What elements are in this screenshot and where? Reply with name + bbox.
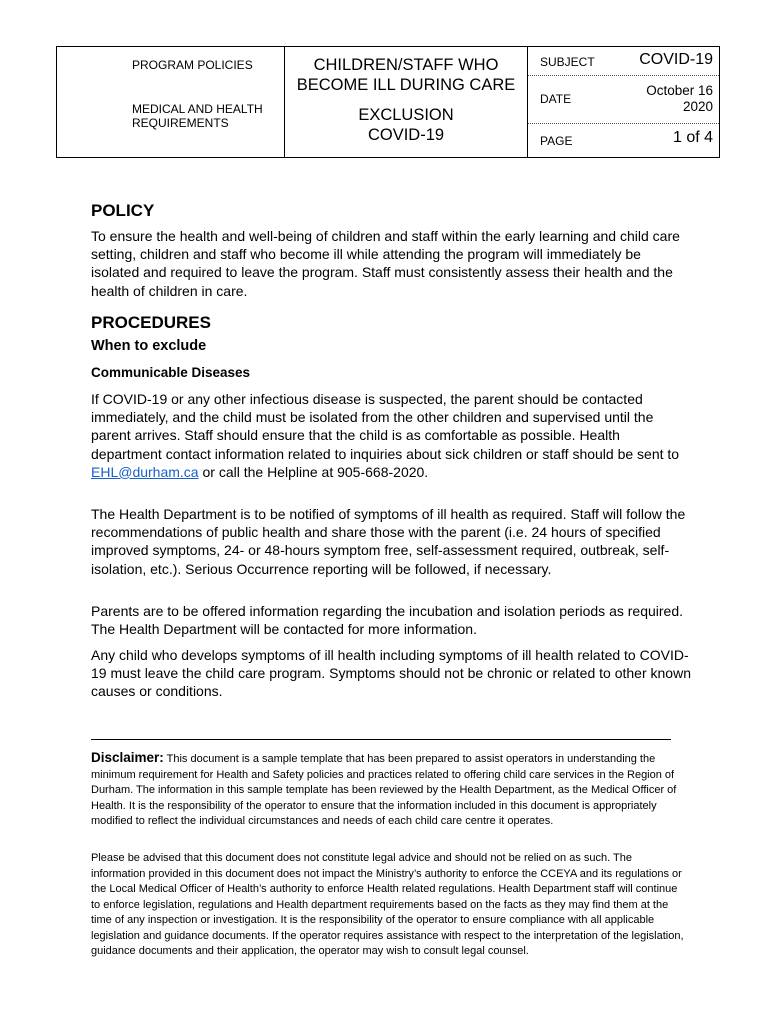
disclaimer-divider [91,739,671,740]
document-title-line1: CHILDREN/STAFF WHO [313,56,499,74]
header-title-cell [285,47,528,157]
page-row [528,124,719,157]
email-link[interactable]: EHL@durham.ca [91,463,199,480]
subject-row [528,47,719,76]
paragraph-1-text-after: or call the Helpline at 905-668-2020. [198,463,429,480]
date-value-line1: October 16 [646,83,713,98]
document-subtitle-line2: COVID-19 [367,126,445,144]
policy-text: To ensure the health and well-being of children and staff within the early learning and child care setting, children and staff who become ill while attending the program will immediately be isolated and required to leave the program. Staff must consistently assess their health and the health of children in care. [91,228,680,299]
disclaimer-text-1: This document is a sample template that has been prepared to assist operators in understanding the minimum requirement for Health and Safety policies and practices related to offering child care services in the Region of Durham. The information in this sample template has been reviewed by the Health Department, as the Medical Officer of Health. It is the responsibility of the operator to ensure that the information included in this document is appropriately modified to reflect the individual circumstances and needs of each child care centre it operates. [91,753,677,827]
communicable-diseases-heading: Communicable Diseases [91,365,251,380]
date-value [613,83,713,115]
date-label: DATE [540,92,572,106]
procedures-paragraph-2: The Health Department is to be notified of symptoms of ill health as required. Staff will follow the recommendations of public health and share those with the parent (i.e. 24 hours of specified improved symptoms, 24- or 48-hours symptom free, self-assessment required, outbreak, self-isolation, etc.). Serious Occurrence reporting will be followed, if necessary. [91,506,686,577]
disclaimer-paragraph-2: Please be advised that this document does not constitute legal advice and should not be relied on as such. The information provided in this document does not impact the Ministry’s authority to enforce the CCEYA and its regulations or the Local Medical Officer of Health’s authority to enforce Health related regulations. Health Department staff will continue to enforce legislation, regulations and Health department requirements based on the facts as they may find them at the time of any inspection or investigation. It is the responsibility of the operator to ensure compliance with all applicable legislation and guidance documents. If the operator requires assistance with respect to the interpretation of the legislation, guidance documents and their application, the operator may wish to consult legal counsel. [91,852,684,957]
procedures-paragraph-3: Parents are to be offered information regarding the incubation and isolation periods as required. The Health Department will be contacted for more information. [91,603,684,638]
policy-header-table [56,46,720,158]
medical-health-label: MEDICAL AND HEALTH REQUIREMENTS [132,102,263,130]
subject-label: SUBJECT [540,55,595,69]
procedures-paragraph-4: Any child who develops symptoms of ill health including symptoms of ill health related to COVID-19 must leave the child care program. Symptoms should not be chronic or related to other known causes or conditions. [91,647,691,700]
policy-heading: POLICY [91,201,155,220]
page-label: PAGE [540,134,573,148]
procedures-paragraph-1 [91,390,691,481]
subject-value: COVID-19 [639,51,713,68]
document-title-line2: BECOME ILL DURING CARE [296,76,516,94]
date-row [528,76,719,124]
procedures-heading: PROCEDURES [91,313,211,332]
paragraph-1-text-before: If COVID-19 or any other infectious disease is suspected, the parent should be contacted immediately, and the child must be isolated from the other children and supervised until the parent arrives. Staff should ensure that the child is as comfortable as possible. Health department contact information related to inquiries about sick children or staff should be sent to [91,391,680,462]
program-policies-label: PROGRAM POLICIES [132,58,253,72]
document-subtitle [285,105,527,145]
header-category-cell [57,47,285,157]
header-meta-cell [528,47,719,157]
page-value: 1 of 4 [672,129,713,146]
date-value-line2: 2020 [682,99,713,114]
when-to-exclude-heading: When to exclude [91,338,207,354]
disclaimer-paragraph-1 [91,750,687,830]
disclaimer-label: Disclaimer: [91,750,164,765]
document-title [285,55,527,95]
document-subtitle-line1: EXCLUSION [358,106,454,124]
